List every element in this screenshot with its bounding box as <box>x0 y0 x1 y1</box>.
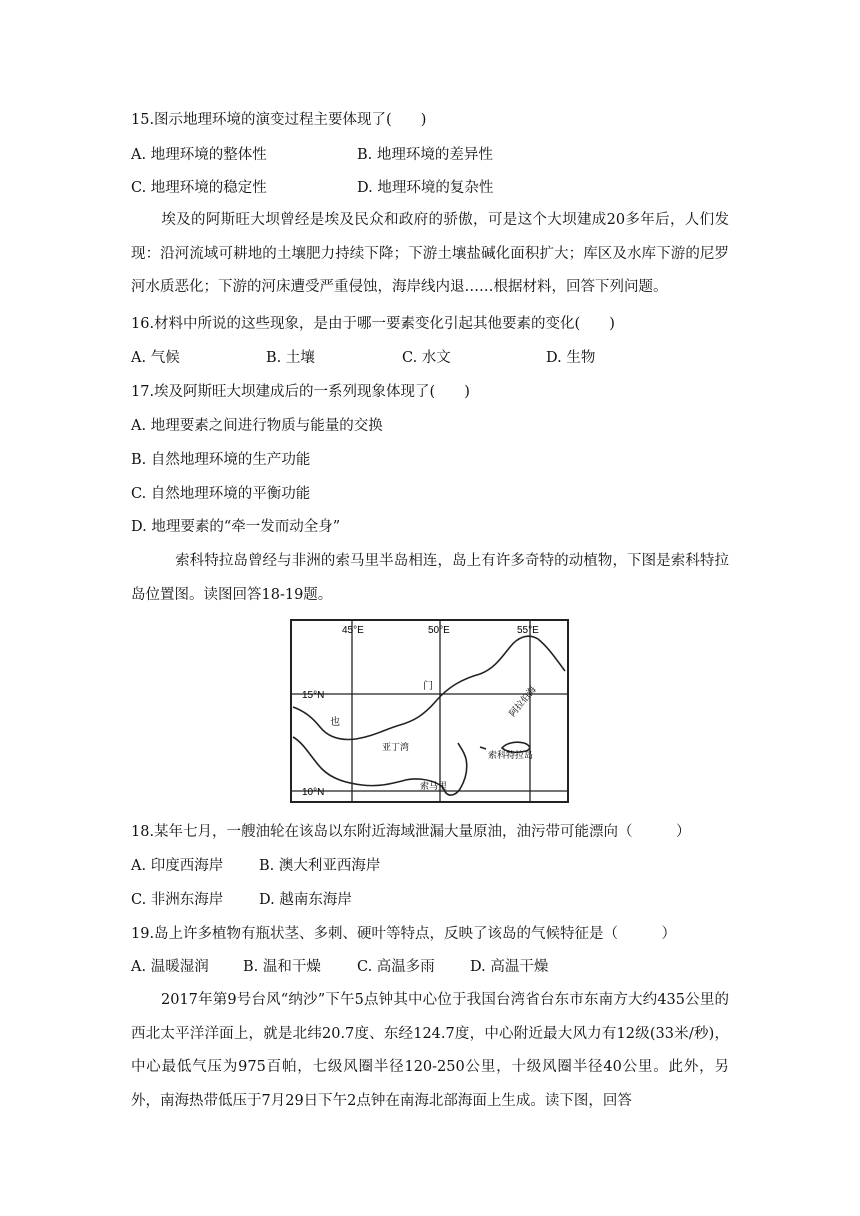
question-16-option-b: B. 土壤 <box>266 350 315 366</box>
passage-typhoon <box>131 984 729 1118</box>
question-19-option-b: B. 温和干燥 <box>243 959 321 975</box>
question-17-stem: 17.埃及阿斯旺大坝建成后的一系列现象体现了( ) <box>131 384 470 400</box>
label-45e: 45°E <box>342 625 364 636</box>
passage-socotra-text: 索科特拉岛曾经与非洲的索马里半岛相连，岛上有许多奇特的动植物，下图是索科特拉岛位置图。读图回答18-19题。 <box>131 553 729 603</box>
question-16-option-c: C. 水文 <box>402 350 451 366</box>
question-15-stem: 15.图示地理环境的演变过程主要体现了( ) <box>131 112 427 128</box>
passage-aswan-dam <box>131 204 729 305</box>
question-17-option-a: A. 地理要素之间进行物质与能量的交换 <box>131 418 383 434</box>
question-18-option-d: D. 越南东海岸 <box>259 892 352 908</box>
question-15-option-d: D. 地理环境的复杂性 <box>357 180 494 196</box>
question-18-stem: 18.某年七月，一艘油轮在该岛以东附近海域泄漏大量原油，油污带可能漂向（ ） <box>131 824 691 840</box>
label-men: 门 <box>423 681 433 692</box>
question-16-option-d: D. 生物 <box>546 350 596 366</box>
label-15n: 15°N <box>302 690 325 701</box>
passage-socotra <box>131 545 729 612</box>
question-16-option-a: A. 气候 <box>131 350 180 366</box>
question-16-stem: 16.材料中所说的这些现象，是由于哪一要素变化引起其他要素的变化( ) <box>131 316 615 332</box>
question-17-option-c: C. 自然地理环境的平衡功能 <box>131 486 311 502</box>
label-55e: 55°E <box>517 625 539 636</box>
label-somalia: 索马里 <box>420 782 448 792</box>
label-10n: 10°N <box>302 787 325 798</box>
question-19-option-d: D. 高温干燥 <box>470 959 549 975</box>
passage-typhoon-text: 2017年第9号台风“纳沙”下午5点钟其中心位于我国台湾省台东市东南方大约435公里的西北太平洋洋面上，就是北纬20.7度、东经124.7度，中心附近最大风力有12级(33米/秒)，中心最低气压为975百帕，七级风圈半径120-250公里，十级风圈半径40公里。此外，另外，南海热带低压于7月29日下午2点钟在南海北部海面上生成。读下图，回答 <box>131 992 729 1109</box>
question-18-option-a: A. 印度西海岸 <box>131 858 224 874</box>
question-18-option-b: B. 澳大利亚西海岸 <box>259 858 381 874</box>
question-18-option-c: C. 非洲东海岸 <box>131 892 224 908</box>
question-15-option-b: B. 地理环境的差异性 <box>357 147 493 163</box>
label-gulf-of-aden: 亚丁湾 <box>382 743 410 753</box>
question-17-option-d: D. 地理要素的“牵一发而动全身” <box>131 519 341 535</box>
question-17-option-b: B. 自然地理环境的生产功能 <box>131 452 311 468</box>
question-19-option-c: C. 高温多雨 <box>357 959 435 975</box>
question-15-option-a: A. 地理环境的整体性 <box>131 147 267 163</box>
label-arabian-sea: 阿拉伯海 <box>507 684 539 720</box>
socotra-location-map <box>290 619 569 803</box>
question-19-option-a: A. 温暖湿润 <box>131 959 209 975</box>
question-15-option-c: C. 地理环境的稳定性 <box>131 180 267 196</box>
passage-aswan-text: 埃及的阿斯旺大坝曾经是埃及民众和政府的骄傲，可是这个大坝建成20多年后，人们发现：沿河流域可耕地的土壤肥力持续下降；下游土壤盐碱化面积扩大；库区及水库下游的尼罗河水质恶化；下游的河床遭受严重侵蚀，海岸线内退……根据材料，回答下列问题。 <box>131 212 729 295</box>
label-socotra: 索科特拉岛 <box>488 751 534 761</box>
map-frame <box>291 620 568 802</box>
label-ye: 也 <box>330 717 340 728</box>
question-19-stem: 19.岛上许多植物有瓶状茎、多刺、硬叶等特点，反映了该岛的气候特征是（ ） <box>131 926 677 942</box>
label-50e: 50°E <box>428 625 450 636</box>
